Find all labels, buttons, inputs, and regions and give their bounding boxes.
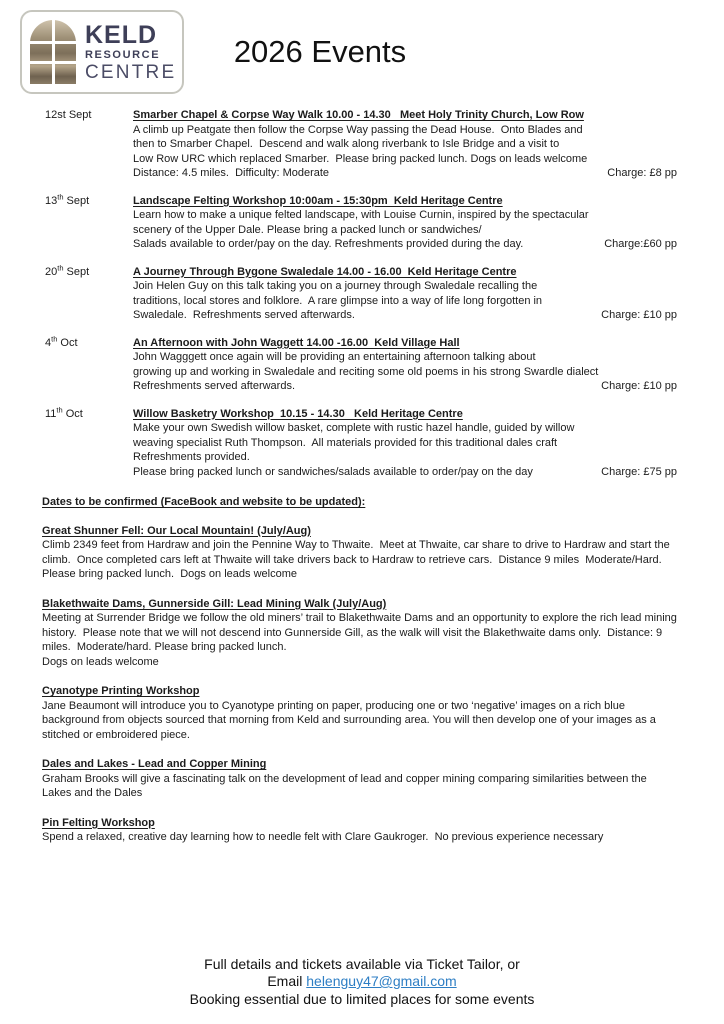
tbc-item-text: Spend a relaxed, creative day learning how to needle felt with Clare Gaukroger. No previous experience necessary bbox=[42, 831, 604, 843]
event-title: A Journey Through Bygone Swaledale 14.00 - 16.00 Keld Heritage Centre bbox=[133, 265, 517, 278]
event-date-month: Oct bbox=[65, 407, 83, 420]
event-description-line: Refreshments provided. bbox=[133, 451, 250, 463]
tbc-item-blakethwaite-dams bbox=[42, 597, 680, 670]
event-row-willow-basketry-workshop bbox=[45, 404, 677, 480]
event-title: Smarber Chapel & Corpse Way Walk 10.00 - 14.30 Meet Holy Trinity Church, Low Row bbox=[133, 109, 584, 121]
footer-email-line bbox=[0, 973, 724, 991]
event-date-day: 12 bbox=[45, 109, 58, 121]
event-description-line: Salads available to order/pay on the day. Refreshments provided during the day. bbox=[133, 238, 524, 250]
event-row-landscape-felting-workshop bbox=[45, 191, 677, 252]
tbc-item-text: Jane Beaumont will introduce you to Cyanotype printing on paper, producing one or two ‘negative’ images on a rich blue background from objects sourced that morning from Keld and surrounding area. You will then develop one of your images as a stitched or embroidered piece. bbox=[42, 699, 659, 741]
event-title: Willow Basketry Workshop 10.15 - 14.30 Keld Heritage Centre bbox=[133, 407, 463, 420]
event-row-smarber-chapel-walk bbox=[45, 108, 677, 181]
logo-line-resource: RESOURCE bbox=[85, 48, 161, 61]
event-date bbox=[45, 333, 133, 394]
tbc-item-text: Dogs on leads welcome bbox=[42, 655, 159, 668]
footer bbox=[0, 956, 724, 1009]
event-description-line: scenery of the Upper Dale. Please bring a packed lunch or sandwiches/ bbox=[133, 223, 482, 236]
dates-to-be-confirmed-section bbox=[0, 492, 724, 845]
event-last-line bbox=[133, 465, 677, 480]
event-content bbox=[133, 265, 677, 323]
tbc-item-text: Climb 2349 feet from Hardraw and join the Pennine Way to Thwaite. Meet at Thwaite, car share to drive to Hardraw and start the climb. Once completed cars left at Thwaite will take drivers back to Hardraw to retrieve cars. Distance 9 miles Moderate/Hard. Please bring packed lunch. Dogs on leads welcome bbox=[42, 539, 673, 580]
event-date-day: 20 bbox=[45, 265, 58, 278]
event-description-line: traditions, local stores and folklore. A rare glimpse into a way of life long forgotten in bbox=[133, 294, 543, 307]
event-date-day: 4 bbox=[45, 336, 52, 349]
event-date bbox=[45, 404, 133, 480]
event-row-afternoon-with-john-waggett bbox=[45, 333, 677, 394]
event-date-day: 13 bbox=[45, 194, 58, 207]
email-link[interactable]: helenguy47@gmail.com bbox=[306, 973, 457, 989]
events-list bbox=[0, 96, 724, 479]
logo-line-keld: KELD bbox=[85, 20, 158, 49]
event-date-month: Sept bbox=[66, 265, 90, 278]
event-description-line: weaving specialist Ruth Thompson. All materials provided for this traditional dales craft bbox=[133, 436, 558, 449]
tbc-item-great-shunner-fell bbox=[42, 524, 677, 582]
tbc-heading: Dates to be confirmed (FaceBook and website to be updated): bbox=[42, 496, 366, 508]
event-date bbox=[45, 108, 133, 181]
event-charge: Charge: £75 pp bbox=[601, 465, 677, 478]
event-last-line bbox=[133, 308, 677, 323]
event-description-line: Learn how to make a unique felted landscape, with Louise Curnin, inspired by the spectacular bbox=[133, 209, 589, 221]
footer-tickets-line: Full details and tickets available via Ticket Tailor, or bbox=[204, 955, 520, 972]
header bbox=[0, 0, 724, 96]
event-description-line: Refreshments served afterwards. bbox=[133, 380, 296, 392]
tbc-item-title: Blakethwaite Dams, Gunnerside Gill: Lead Mining Walk (July/Aug) bbox=[42, 597, 387, 610]
event-date-day: 11 bbox=[45, 407, 57, 420]
event-date-month: Sept bbox=[66, 194, 90, 207]
event-content bbox=[133, 336, 677, 394]
email-label: Email bbox=[267, 973, 307, 989]
event-last-line bbox=[133, 237, 677, 252]
page-title: 2026 Events bbox=[233, 34, 407, 69]
event-charge: Charge: £8 pp bbox=[607, 167, 677, 179]
tbc-item-title: Dales and Lakes - Lead and Copper Mining bbox=[42, 758, 267, 770]
event-date bbox=[45, 191, 133, 252]
event-description-line: Swaledale. Refreshments served afterwards. bbox=[133, 309, 355, 321]
event-row-bygone-swaledale-talk bbox=[45, 262, 677, 323]
event-last-line bbox=[133, 166, 677, 181]
event-description-line: Make your own Swedish willow basket, complete with rustic hazel handle, guided by willow bbox=[133, 422, 575, 434]
logo-line-centre: CENTRE bbox=[85, 61, 177, 83]
event-description-line: A climb up Peatgate then follow the Corpse Way passing the Dead House. Onto Blades and bbox=[133, 123, 583, 136]
event-content bbox=[133, 108, 677, 181]
event-content bbox=[133, 407, 677, 480]
event-content bbox=[133, 194, 677, 252]
tbc-item-cyanotype-printing bbox=[42, 684, 677, 742]
tbc-item-text: Meeting at Surrender Bridge we follow the old miners’ trail to Blakethwaite Dams and an opportunity to explore the rich lead mining history. Please note that we will not descend into Gunnerside Gill, as the walk will visit the Blakethwaite dams only. Distance: 9 miles. Moderate/hard. Please bring packed lunch. bbox=[42, 612, 680, 653]
event-description-line: Please bring packed lunch or sandwiches/salads available to order/pay on the day bbox=[133, 465, 533, 478]
event-date-ordinal: th bbox=[56, 404, 63, 414]
event-title: Landscape Felting Workshop 10:00am - 15:30pm Keld Heritage Centre bbox=[133, 194, 503, 207]
event-date-ordinal: th bbox=[57, 191, 64, 201]
tbc-item-title: Great Shunner Fell: Our Local Mountain! (July/Aug) bbox=[42, 524, 311, 537]
footer-booking-line: Booking essential due to limited places for some events bbox=[189, 990, 535, 1007]
event-charge: Charge:£60 pp bbox=[604, 238, 677, 250]
event-last-line bbox=[133, 379, 677, 394]
event-description-line: Low Row URC which replaced Smarber. Please bring packed lunch. Dogs on leads welcome bbox=[133, 152, 588, 165]
event-description-line: Join Helen Guy on this talk taking you on a journey through Swaledale recalling the bbox=[133, 280, 538, 292]
tbc-item-pin-felting bbox=[42, 816, 677, 845]
tbc-item-dales-and-lakes bbox=[42, 757, 677, 801]
event-description-line: then to Smarber Chapel. Descend and walk along riverbank to Isle Bridge and a visit to bbox=[133, 138, 560, 150]
event-description-line: John Wagggett once again will be providing an entertaining afternoon talking about bbox=[133, 351, 536, 363]
event-charge: Charge: £10 pp bbox=[601, 309, 677, 321]
tbc-item-title: Cyanotype Printing Workshop bbox=[42, 685, 200, 697]
event-date bbox=[45, 262, 133, 323]
event-date-ordinal: th bbox=[57, 262, 64, 272]
event-charge: Charge: £10 pp bbox=[601, 380, 677, 392]
event-description-line: growing up and working in Swaledale and reciting some old poems in his strong Swardle dialect bbox=[133, 365, 599, 378]
event-date-month: Oct bbox=[60, 336, 78, 349]
event-date-ordinal: th bbox=[51, 333, 58, 343]
event-date-month: Sept bbox=[68, 109, 92, 121]
event-title: An Afternoon with John Waggett 14.00 -16.00 Keld Village Hall bbox=[133, 336, 460, 349]
tbc-item-title: Pin Felting Workshop bbox=[42, 816, 155, 829]
event-description-line: Distance: 4.5 miles. Difficulty: Moderate bbox=[133, 167, 330, 179]
event-date-ordinal: st bbox=[57, 109, 66, 121]
tbc-item-text: Graham Brooks will give a fascinating talk on the development of lead and copper mining comparing similarities between the Lakes and the Dales bbox=[42, 772, 650, 799]
